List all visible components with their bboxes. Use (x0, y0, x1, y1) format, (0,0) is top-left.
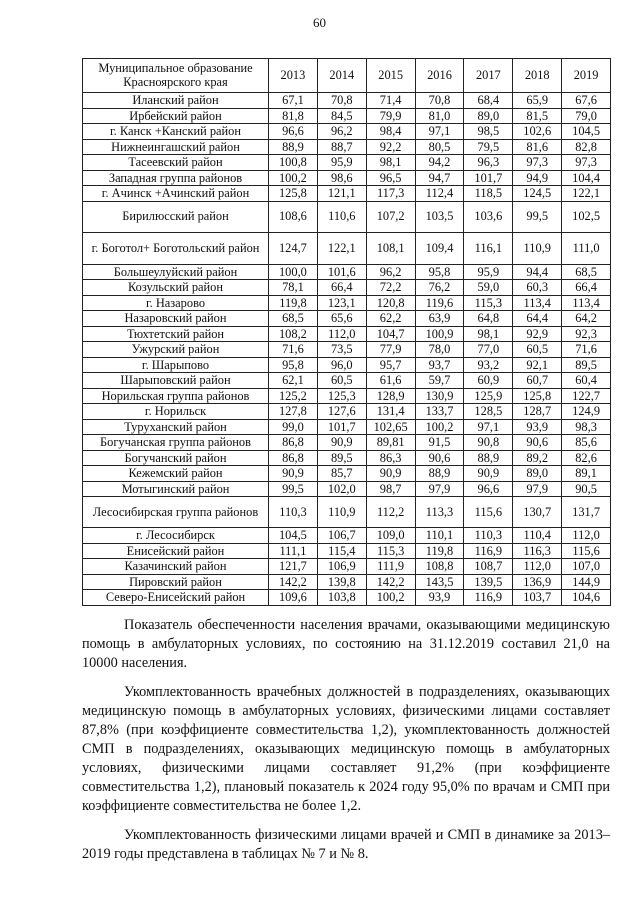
municipality-cell: Назаровский район (83, 311, 269, 327)
value-cell: 101,7 (317, 419, 366, 435)
value-cell: 112,0 (513, 559, 562, 575)
municipality-cell: г. Боготол+ Боготольский район (83, 232, 269, 264)
value-cell: 62,1 (269, 373, 318, 389)
value-cell: 96,2 (366, 264, 415, 280)
value-cell: 98,1 (464, 326, 513, 342)
value-cell: 97,1 (464, 419, 513, 435)
value-cell: 108,7 (464, 559, 513, 575)
value-cell: 110,9 (513, 232, 562, 264)
value-cell: 110,6 (317, 201, 366, 232)
value-cell: 111,9 (366, 559, 415, 575)
municipality-cell: Мотыгинский район (83, 481, 269, 497)
value-cell: 95,9 (464, 264, 513, 280)
municipality-cell: Казачинский район (83, 559, 269, 575)
value-cell: 102,0 (317, 481, 366, 497)
value-cell: 67,6 (562, 93, 611, 109)
value-cell: 125,8 (269, 186, 318, 202)
value-cell: 125,8 (513, 388, 562, 404)
value-cell: 122,7 (562, 388, 611, 404)
value-cell: 94,2 (415, 155, 464, 171)
table-row (83, 295, 611, 311)
value-cell: 115,3 (464, 295, 513, 311)
value-cell: 113,4 (562, 295, 611, 311)
value-cell: 90,9 (269, 466, 318, 482)
table-row (83, 124, 611, 140)
value-cell: 70,8 (415, 93, 464, 109)
value-cell: 93,9 (415, 590, 464, 606)
municipality-cell: Енисейский район (83, 543, 269, 559)
table-row (83, 435, 611, 451)
value-cell: 90,8 (464, 435, 513, 451)
value-cell: 89,0 (513, 466, 562, 482)
municipality-cell: г. Норильск (83, 404, 269, 420)
value-cell: 101,7 (464, 170, 513, 186)
paragraph-reference: Укомплектованность физическими лицами врачей и СМП в динамике за 2013–2019 годы представлена в таблицах № 7 и № 8. (82, 827, 610, 862)
value-cell: 92,1 (513, 357, 562, 373)
municipality-cell: Пировский район (83, 574, 269, 590)
value-cell: 92,3 (562, 326, 611, 342)
value-cell: 116,1 (464, 232, 513, 264)
table-row (83, 326, 611, 342)
value-cell: 130,9 (415, 388, 464, 404)
value-cell: 125,3 (317, 388, 366, 404)
value-cell: 139,5 (464, 574, 513, 590)
value-cell: 95,9 (317, 155, 366, 171)
value-cell: 60,3 (513, 280, 562, 296)
value-cell: 116,9 (464, 543, 513, 559)
paragraph-provision: Показатель обеспеченности населения врачами, оказывающими медицинскую помощь в амбулаторных условиях, по состоянию на 31.12.2019 составил 21,0 на 10000 населения. (82, 617, 610, 671)
value-cell: 78,1 (269, 280, 318, 296)
value-cell: 121,7 (269, 559, 318, 575)
table-row (83, 466, 611, 482)
column-header-year: 2013 (269, 59, 318, 93)
municipality-cell: Тюхтетский район (83, 326, 269, 342)
municipality-cell: Бирилюсский район (83, 201, 269, 232)
value-cell: 113,3 (415, 497, 464, 528)
value-cell: 70,8 (317, 93, 366, 109)
value-cell: 121,1 (317, 186, 366, 202)
value-cell: 99,5 (513, 201, 562, 232)
column-header-year: 2018 (513, 59, 562, 93)
value-cell: 62,2 (366, 311, 415, 327)
value-cell: 85,7 (317, 466, 366, 482)
value-cell: 119,6 (415, 295, 464, 311)
value-cell: 109,0 (366, 528, 415, 544)
municipality-cell: Ирбейский район (83, 108, 269, 124)
table-row (83, 419, 611, 435)
value-cell: 102,5 (562, 201, 611, 232)
municipality-cell: Иланский район (83, 93, 269, 109)
value-cell: 104,6 (562, 590, 611, 606)
value-cell: 103,6 (464, 201, 513, 232)
value-cell: 102,65 (366, 419, 415, 435)
value-cell: 60,9 (464, 373, 513, 389)
value-cell: 89,1 (562, 466, 611, 482)
value-cell: 100,2 (366, 590, 415, 606)
value-cell: 72,2 (366, 280, 415, 296)
value-cell: 81,8 (269, 108, 318, 124)
value-cell: 71,6 (269, 342, 318, 358)
value-cell: 111,0 (562, 232, 611, 264)
table-header-row (83, 59, 611, 93)
table-row (83, 559, 611, 575)
column-header-municipality: Муниципальное образование Красноярского края (83, 59, 269, 93)
value-cell: 61,6 (366, 373, 415, 389)
value-cell: 98,7 (366, 481, 415, 497)
value-cell: 65,6 (317, 311, 366, 327)
table-row (83, 388, 611, 404)
value-cell: 98,4 (366, 124, 415, 140)
value-cell: 79,5 (464, 139, 513, 155)
value-cell: 60,7 (513, 373, 562, 389)
value-cell: 64,8 (464, 311, 513, 327)
value-cell: 86,8 (269, 450, 318, 466)
value-cell: 90,6 (415, 450, 464, 466)
value-cell: 100,9 (415, 326, 464, 342)
value-cell: 144,9 (562, 574, 611, 590)
value-cell: 125,2 (269, 388, 318, 404)
municipality-cell: Норильская группа районов (83, 388, 269, 404)
value-cell: 77,0 (464, 342, 513, 358)
value-cell: 128,9 (366, 388, 415, 404)
value-cell: 110,9 (317, 497, 366, 528)
value-cell: 84,5 (317, 108, 366, 124)
value-cell: 139,8 (317, 574, 366, 590)
value-cell: 90,5 (562, 481, 611, 497)
value-cell: 97,3 (513, 155, 562, 171)
value-cell: 118,5 (464, 186, 513, 202)
municipality-cell: Кежемский район (83, 466, 269, 482)
value-cell: 106,7 (317, 528, 366, 544)
column-header-year: 2017 (464, 59, 513, 93)
value-cell: 73,5 (317, 342, 366, 358)
value-cell: 79,0 (562, 108, 611, 124)
municipality-cell: Лесосибирская группа районов (83, 497, 269, 528)
physician-staffing-table (82, 58, 611, 606)
value-cell: 96,0 (317, 357, 366, 373)
table-row (83, 481, 611, 497)
municipality-cell: Богучанская группа районов (83, 435, 269, 451)
value-cell: 112,0 (562, 528, 611, 544)
value-cell: 102,6 (513, 124, 562, 140)
value-cell: 112,0 (317, 326, 366, 342)
table-row (83, 201, 611, 232)
table-row (83, 170, 611, 186)
value-cell: 64,4 (513, 311, 562, 327)
value-cell: 96,2 (317, 124, 366, 140)
value-cell: 133,7 (415, 404, 464, 420)
value-cell: 104,5 (562, 124, 611, 140)
value-cell: 89,81 (366, 435, 415, 451)
value-cell: 92,9 (513, 326, 562, 342)
value-cell: 110,4 (513, 528, 562, 544)
value-cell: 91,5 (415, 435, 464, 451)
value-cell: 109,4 (415, 232, 464, 264)
value-cell: 81,5 (513, 108, 562, 124)
value-cell: 128,5 (464, 404, 513, 420)
value-cell: 117,3 (366, 186, 415, 202)
page-number: 60 (313, 15, 326, 30)
municipality-cell: г. Ачинск +Ачинский район (83, 186, 269, 202)
value-cell: 97,1 (415, 124, 464, 140)
value-cell: 98,5 (464, 124, 513, 140)
municipality-cell: Северо-Енисейский район (83, 590, 269, 606)
paragraph-staffing: Укомплектованность врачебных должностей в подразделениях, оказывающих медицинскую помощь в амбулаторных условиях, физическими лицами составляет 87,8% (при коэффициенте совместительства 1,2), укомплектованность должностей СМП в подразделениях, оказывающих медицинскую помощь в амбулаторных условиях, физическими лицами составляет 91,2% (при коэффициенте совместительства 1,2), плановый показатель к 2024 году 95,0% по врачам и СМП при коэффициенте совместительства не более 1,2. (82, 684, 610, 814)
value-cell: 93,2 (464, 357, 513, 373)
value-cell: 98,1 (366, 155, 415, 171)
value-cell: 107,2 (366, 201, 415, 232)
value-cell: 68,5 (269, 311, 318, 327)
value-cell: 131,7 (562, 497, 611, 528)
value-cell: 103,8 (317, 590, 366, 606)
value-cell: 93,7 (415, 357, 464, 373)
value-cell: 123,1 (317, 295, 366, 311)
table-row (83, 155, 611, 171)
value-cell: 108,8 (415, 559, 464, 575)
value-cell: 116,9 (464, 590, 513, 606)
value-cell: 66,4 (317, 280, 366, 296)
value-cell: 111,1 (269, 543, 318, 559)
municipality-cell: Нижнеингашский район (83, 139, 269, 155)
value-cell: 136,9 (513, 574, 562, 590)
value-cell: 96,6 (464, 481, 513, 497)
table-body (83, 93, 611, 606)
value-cell: 100,2 (415, 419, 464, 435)
value-cell: 106,9 (317, 559, 366, 575)
value-cell: 108,6 (269, 201, 318, 232)
municipality-cell: Большеулуйский район (83, 264, 269, 280)
value-cell: 60,5 (317, 373, 366, 389)
value-cell: 98,3 (562, 419, 611, 435)
value-cell: 112,4 (415, 186, 464, 202)
value-cell: 59,7 (415, 373, 464, 389)
value-cell: 115,6 (562, 543, 611, 559)
value-cell: 82,6 (562, 450, 611, 466)
table-row (83, 311, 611, 327)
value-cell: 86,8 (269, 435, 318, 451)
value-cell: 96,3 (464, 155, 513, 171)
table-row (83, 280, 611, 296)
value-cell: 122,1 (562, 186, 611, 202)
table-row (83, 574, 611, 590)
value-cell: 110,3 (464, 528, 513, 544)
value-cell: 86,3 (366, 450, 415, 466)
value-cell: 127,6 (317, 404, 366, 420)
value-cell: 80,5 (415, 139, 464, 155)
municipality-cell: г. Шарыпово (83, 357, 269, 373)
municipality-cell: Тасеевский район (83, 155, 269, 171)
table-row (83, 108, 611, 124)
value-cell: 95,8 (415, 264, 464, 280)
value-cell: 115,6 (464, 497, 513, 528)
value-cell: 100,8 (269, 155, 318, 171)
value-cell: 98,6 (317, 170, 366, 186)
value-cell: 88,9 (415, 466, 464, 482)
municipality-cell: г. Назарово (83, 295, 269, 311)
value-cell: 124,9 (562, 404, 611, 420)
value-cell: 99,0 (269, 419, 318, 435)
value-cell: 125,9 (464, 388, 513, 404)
municipality-cell: Козульский район (83, 280, 269, 296)
value-cell: 63,9 (415, 311, 464, 327)
value-cell: 119,8 (415, 543, 464, 559)
value-cell: 96,6 (269, 124, 318, 140)
value-cell: 90,6 (513, 435, 562, 451)
value-cell: 131,4 (366, 404, 415, 420)
municipality-cell: Туруханский район (83, 419, 269, 435)
value-cell: 103,7 (513, 590, 562, 606)
value-cell: 89,0 (464, 108, 513, 124)
table-row (83, 93, 611, 109)
table-row (83, 528, 611, 544)
value-cell: 81,0 (415, 108, 464, 124)
municipality-cell: Ужурский район (83, 342, 269, 358)
value-cell: 112,2 (366, 497, 415, 528)
municipality-cell: Западная группа районов (83, 170, 269, 186)
value-cell: 90,9 (317, 435, 366, 451)
value-cell: 107,0 (562, 559, 611, 575)
value-cell: 76,2 (415, 280, 464, 296)
value-cell: 85,6 (562, 435, 611, 451)
table-row (83, 264, 611, 280)
value-cell: 78,0 (415, 342, 464, 358)
column-header-year: 2015 (366, 59, 415, 93)
table-row (83, 342, 611, 358)
value-cell: 116,3 (513, 543, 562, 559)
value-cell: 115,3 (366, 543, 415, 559)
value-cell: 66,4 (562, 280, 611, 296)
value-cell: 122,1 (317, 232, 366, 264)
value-cell: 100,2 (269, 170, 318, 186)
value-cell: 90,9 (366, 466, 415, 482)
value-cell: 59,0 (464, 280, 513, 296)
value-cell: 110,1 (415, 528, 464, 544)
value-cell: 103,5 (415, 201, 464, 232)
value-cell: 97,9 (513, 481, 562, 497)
table-row (83, 373, 611, 389)
column-header-year: 2019 (562, 59, 611, 93)
value-cell: 142,2 (366, 574, 415, 590)
value-cell: 113,4 (513, 295, 562, 311)
value-cell: 97,3 (562, 155, 611, 171)
value-cell: 130,7 (513, 497, 562, 528)
value-cell: 60,4 (562, 373, 611, 389)
value-cell: 92,2 (366, 139, 415, 155)
value-cell: 119,8 (269, 295, 318, 311)
value-cell: 79,9 (366, 108, 415, 124)
value-cell: 95,8 (269, 357, 318, 373)
value-cell: 67,1 (269, 93, 318, 109)
municipality-cell: г. Лесосибирск (83, 528, 269, 544)
value-cell: 71,6 (562, 342, 611, 358)
value-cell: 88,7 (317, 139, 366, 155)
value-cell: 124,7 (269, 232, 318, 264)
value-cell: 109,6 (269, 590, 318, 606)
table-row (83, 497, 611, 528)
municipality-cell: Богучанский район (83, 450, 269, 466)
value-cell: 65,9 (513, 93, 562, 109)
value-cell: 104,7 (366, 326, 415, 342)
value-cell: 104,4 (562, 170, 611, 186)
table-row (83, 139, 611, 155)
value-cell: 81,6 (513, 139, 562, 155)
value-cell: 93,9 (513, 419, 562, 435)
value-cell: 97,9 (415, 481, 464, 497)
value-cell: 96,5 (366, 170, 415, 186)
value-cell: 88,9 (464, 450, 513, 466)
value-cell: 127,8 (269, 404, 318, 420)
value-cell: 115,4 (317, 543, 366, 559)
table-row (83, 404, 611, 420)
value-cell: 128,7 (513, 404, 562, 420)
value-cell: 68,4 (464, 93, 513, 109)
value-cell: 99,5 (269, 481, 318, 497)
body-text (82, 616, 610, 874)
value-cell: 120,8 (366, 295, 415, 311)
table-row (83, 450, 611, 466)
value-cell: 90,9 (464, 466, 513, 482)
value-cell: 94,7 (415, 170, 464, 186)
value-cell: 64,2 (562, 311, 611, 327)
value-cell: 89,5 (317, 450, 366, 466)
value-cell: 110,3 (269, 497, 318, 528)
table-row (83, 232, 611, 264)
column-header-year: 2016 (415, 59, 464, 93)
column-header-year: 2014 (317, 59, 366, 93)
value-cell: 77,9 (366, 342, 415, 358)
table-row (83, 357, 611, 373)
value-cell: 68,5 (562, 264, 611, 280)
table-row (83, 543, 611, 559)
municipality-cell: г. Канск +Канский район (83, 124, 269, 140)
table-row (83, 590, 611, 606)
municipality-cell: Шарыповский район (83, 373, 269, 389)
value-cell: 100,0 (269, 264, 318, 280)
value-cell: 124,5 (513, 186, 562, 202)
value-cell: 108,1 (366, 232, 415, 264)
value-cell: 142,2 (269, 574, 318, 590)
value-cell: 71,4 (366, 93, 415, 109)
value-cell: 89,5 (562, 357, 611, 373)
value-cell: 95,7 (366, 357, 415, 373)
value-cell: 104,5 (269, 528, 318, 544)
value-cell: 60,5 (513, 342, 562, 358)
value-cell: 89,2 (513, 450, 562, 466)
value-cell: 94,9 (513, 170, 562, 186)
value-cell: 82,8 (562, 139, 611, 155)
value-cell: 88,9 (269, 139, 318, 155)
value-cell: 94,4 (513, 264, 562, 280)
table-row (83, 186, 611, 202)
value-cell: 108,2 (269, 326, 318, 342)
value-cell: 143,5 (415, 574, 464, 590)
value-cell: 101,6 (317, 264, 366, 280)
